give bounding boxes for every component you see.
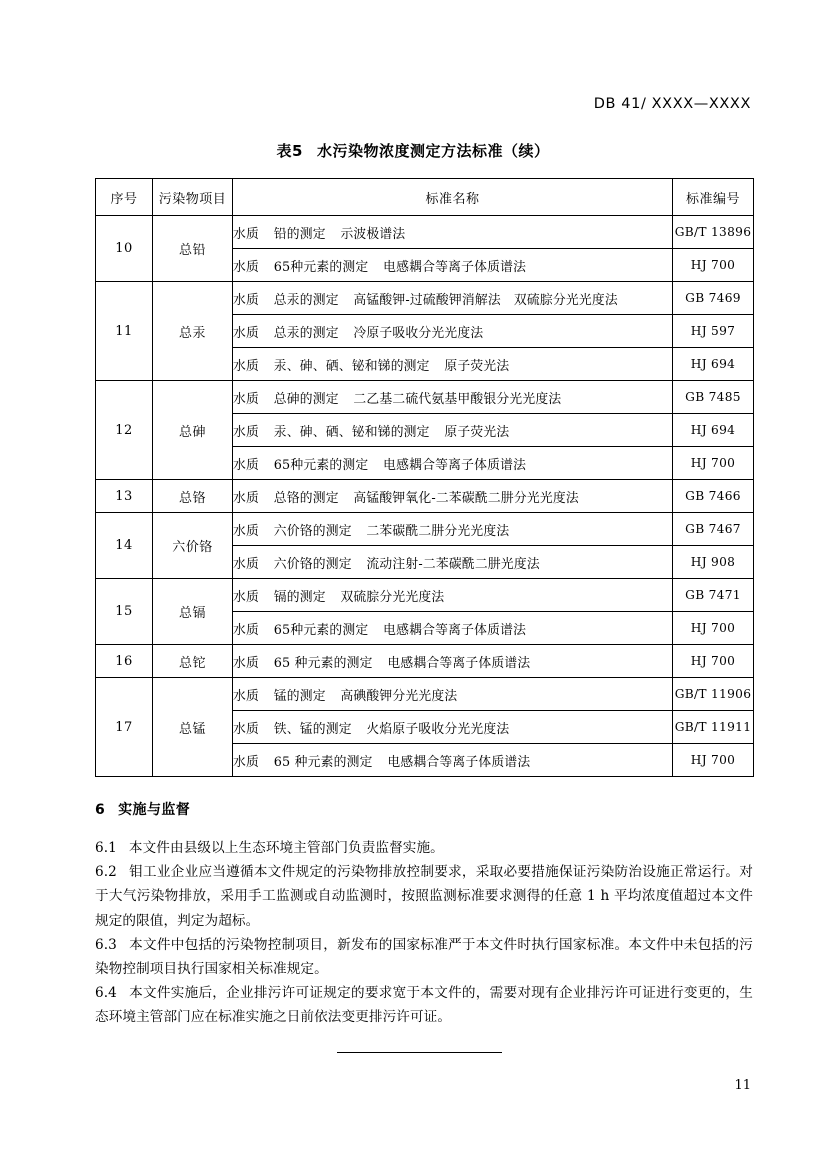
table-header-row: [96, 179, 754, 216]
cell-standard-name: 水质 65种元素的测定 电感耦合等离子体质谱法: [233, 612, 673, 645]
clause-number: 6.3: [95, 936, 117, 953]
cell-serial-number: 12: [96, 381, 153, 480]
cell-pollutant-item: 总镉: [153, 579, 233, 645]
cell-standard-code: HJ 597: [673, 315, 754, 348]
cell-pollutant-item: 六价铬: [153, 513, 233, 579]
clause-text: 本文件由县级以上生态环境主管部门负责监督实施。: [128, 840, 444, 856]
cell-standard-name: 水质 65 种元素的测定 电感耦合等离子体质谱法: [233, 744, 673, 777]
cell-serial-number: 13: [96, 480, 153, 513]
cell-standard-name: 水质 锰的测定 高碘酸钾分光光度法: [233, 678, 673, 711]
cell-standard-name: 水质 65种元素的测定 电感耦合等离子体质谱法: [233, 447, 673, 480]
column-header-name: 标准名称: [233, 179, 673, 216]
table-body: [96, 216, 754, 777]
table-row: [96, 678, 754, 711]
table-row: [96, 513, 754, 546]
cell-standard-code: GB/T 13896: [673, 216, 754, 249]
clause-text: 钼工业企业应当遵循本文件规定的污染物排放控制要求，采取必要措施保证污染防治设施正常运行。对于大气污染物排放，采用手工监测或自动监测时，按照监测标准要求测得的任意 1 h 平均浓度值超过本文件规定的限值，判定为超标。: [95, 864, 753, 929]
cell-pollutant-item: 总铊: [153, 645, 233, 678]
document-header-standard-id: DB 41/ XXXX—XXXX: [593, 96, 751, 112]
water-pollutant-method-table: [95, 178, 753, 777]
clause-number: 6.2: [95, 864, 117, 881]
cell-standard-code: GB 7467: [673, 513, 754, 546]
table-row: [96, 381, 754, 414]
cell-standard-code: HJ 700: [673, 447, 754, 480]
clause-paragraph: [95, 981, 753, 1029]
clause-text: 本文件实施后，企业排污许可证规定的要求宽于本文件的，需要对现有企业排污许可证进行变更的，生态环境主管部门应在标准实施之日前依法变更排污许可证。: [95, 985, 753, 1026]
cell-standard-name: 水质 总汞的测定 高锰酸钾-过硫酸钾消解法 双硫腙分光光度法: [233, 282, 673, 315]
column-header-no: 序号: [96, 179, 153, 216]
cell-pollutant-item: 总砷: [153, 381, 233, 480]
cell-standard-code: GB 7469: [673, 282, 754, 315]
column-header-item: 污染物项目: [153, 179, 233, 216]
cell-serial-number: 15: [96, 579, 153, 645]
section-title: 实施与监督: [118, 802, 191, 818]
cell-standard-code: HJ 694: [673, 348, 754, 381]
section-number: 6: [95, 802, 106, 818]
cell-standard-code: HJ 700: [673, 612, 754, 645]
table-caption-title: 水污染物浓度测定方法标准（续）: [316, 142, 550, 160]
cell-standard-name: 水质 汞、砷、硒、铋和锑的测定 原子荧光法: [233, 414, 673, 447]
page-number: 11: [734, 1078, 751, 1093]
table-row: [96, 216, 754, 249]
table-row: [96, 282, 754, 315]
cell-pollutant-item: 总汞: [153, 282, 233, 381]
cell-standard-name: 水质 65 种元素的测定 电感耦合等离子体质谱法: [233, 645, 673, 678]
section-body: [95, 836, 753, 1030]
cell-pollutant-item: 总铅: [153, 216, 233, 282]
cell-standard-code: GB 7485: [673, 381, 754, 414]
cell-standard-code: HJ 700: [673, 744, 754, 777]
cell-standard-code: HJ 700: [673, 645, 754, 678]
section-heading: [95, 799, 190, 819]
footer-divider: [337, 1052, 502, 1053]
cell-standard-name: 水质 总汞的测定 冷原子吸收分光光度法: [233, 315, 673, 348]
cell-standard-code: HJ 908: [673, 546, 754, 579]
cell-standard-name: 水质 65种元素的测定 电感耦合等离子体质谱法: [233, 249, 673, 282]
clause-paragraph: [95, 933, 753, 981]
cell-pollutant-item: 总铬: [153, 480, 233, 513]
cell-serial-number: 16: [96, 645, 153, 678]
cell-standard-name: 水质 汞、砷、硒、铋和锑的测定 原子荧光法: [233, 348, 673, 381]
cell-standard-name: 水质 总铬的测定 高锰酸钾氧化-二苯碳酰二肼分光光度法: [233, 480, 673, 513]
cell-serial-number: 14: [96, 513, 153, 579]
table-row: [96, 579, 754, 612]
table-row: [96, 645, 754, 678]
cell-standard-name: 水质 镉的测定 双硫腙分光光度法: [233, 579, 673, 612]
cell-standard-code: HJ 700: [673, 249, 754, 282]
clause-number: 6.4: [95, 985, 117, 1002]
table-caption-number: 表5: [276, 142, 303, 160]
clause-text: 本文件中包括的污染物控制项目，新发布的国家标准严于本文件时执行国家标准。本文件中未包括的污染物控制项目执行国家相关标准规定。: [95, 936, 753, 978]
cell-serial-number: 17: [96, 678, 153, 777]
cell-standard-code: GB 7471: [673, 579, 754, 612]
clause-number: 6.1: [95, 840, 117, 856]
cell-standard-name: 水质 铅的测定 示波极谱法: [233, 216, 673, 249]
cell-standard-name: 水质 总砷的测定 二乙基二硫代氨基甲酸银分光光度法: [233, 381, 673, 414]
cell-standard-name: 水质 铁、锰的测定 火焰原子吸收分光光度法: [233, 711, 673, 744]
table-caption: [0, 140, 826, 161]
cell-standard-code: GB 7466: [673, 480, 754, 513]
table-row: [96, 480, 754, 513]
cell-pollutant-item: 总锰: [153, 678, 233, 777]
column-header-code: 标准编号: [673, 179, 754, 216]
cell-standard-code: GB/T 11906: [673, 678, 754, 711]
cell-standard-name: 水质 六价铬的测定 二苯碳酰二肼分光光度法: [233, 513, 673, 546]
cell-standard-code: HJ 694: [673, 414, 754, 447]
cell-serial-number: 10: [96, 216, 153, 282]
cell-standard-code: GB/T 11911: [673, 711, 754, 744]
clause-paragraph: [95, 836, 753, 860]
clause-paragraph: [95, 860, 753, 933]
cell-serial-number: 11: [96, 282, 153, 381]
cell-standard-name: 水质 六价铬的测定 流动注射-二苯碳酰二肼光度法: [233, 546, 673, 579]
